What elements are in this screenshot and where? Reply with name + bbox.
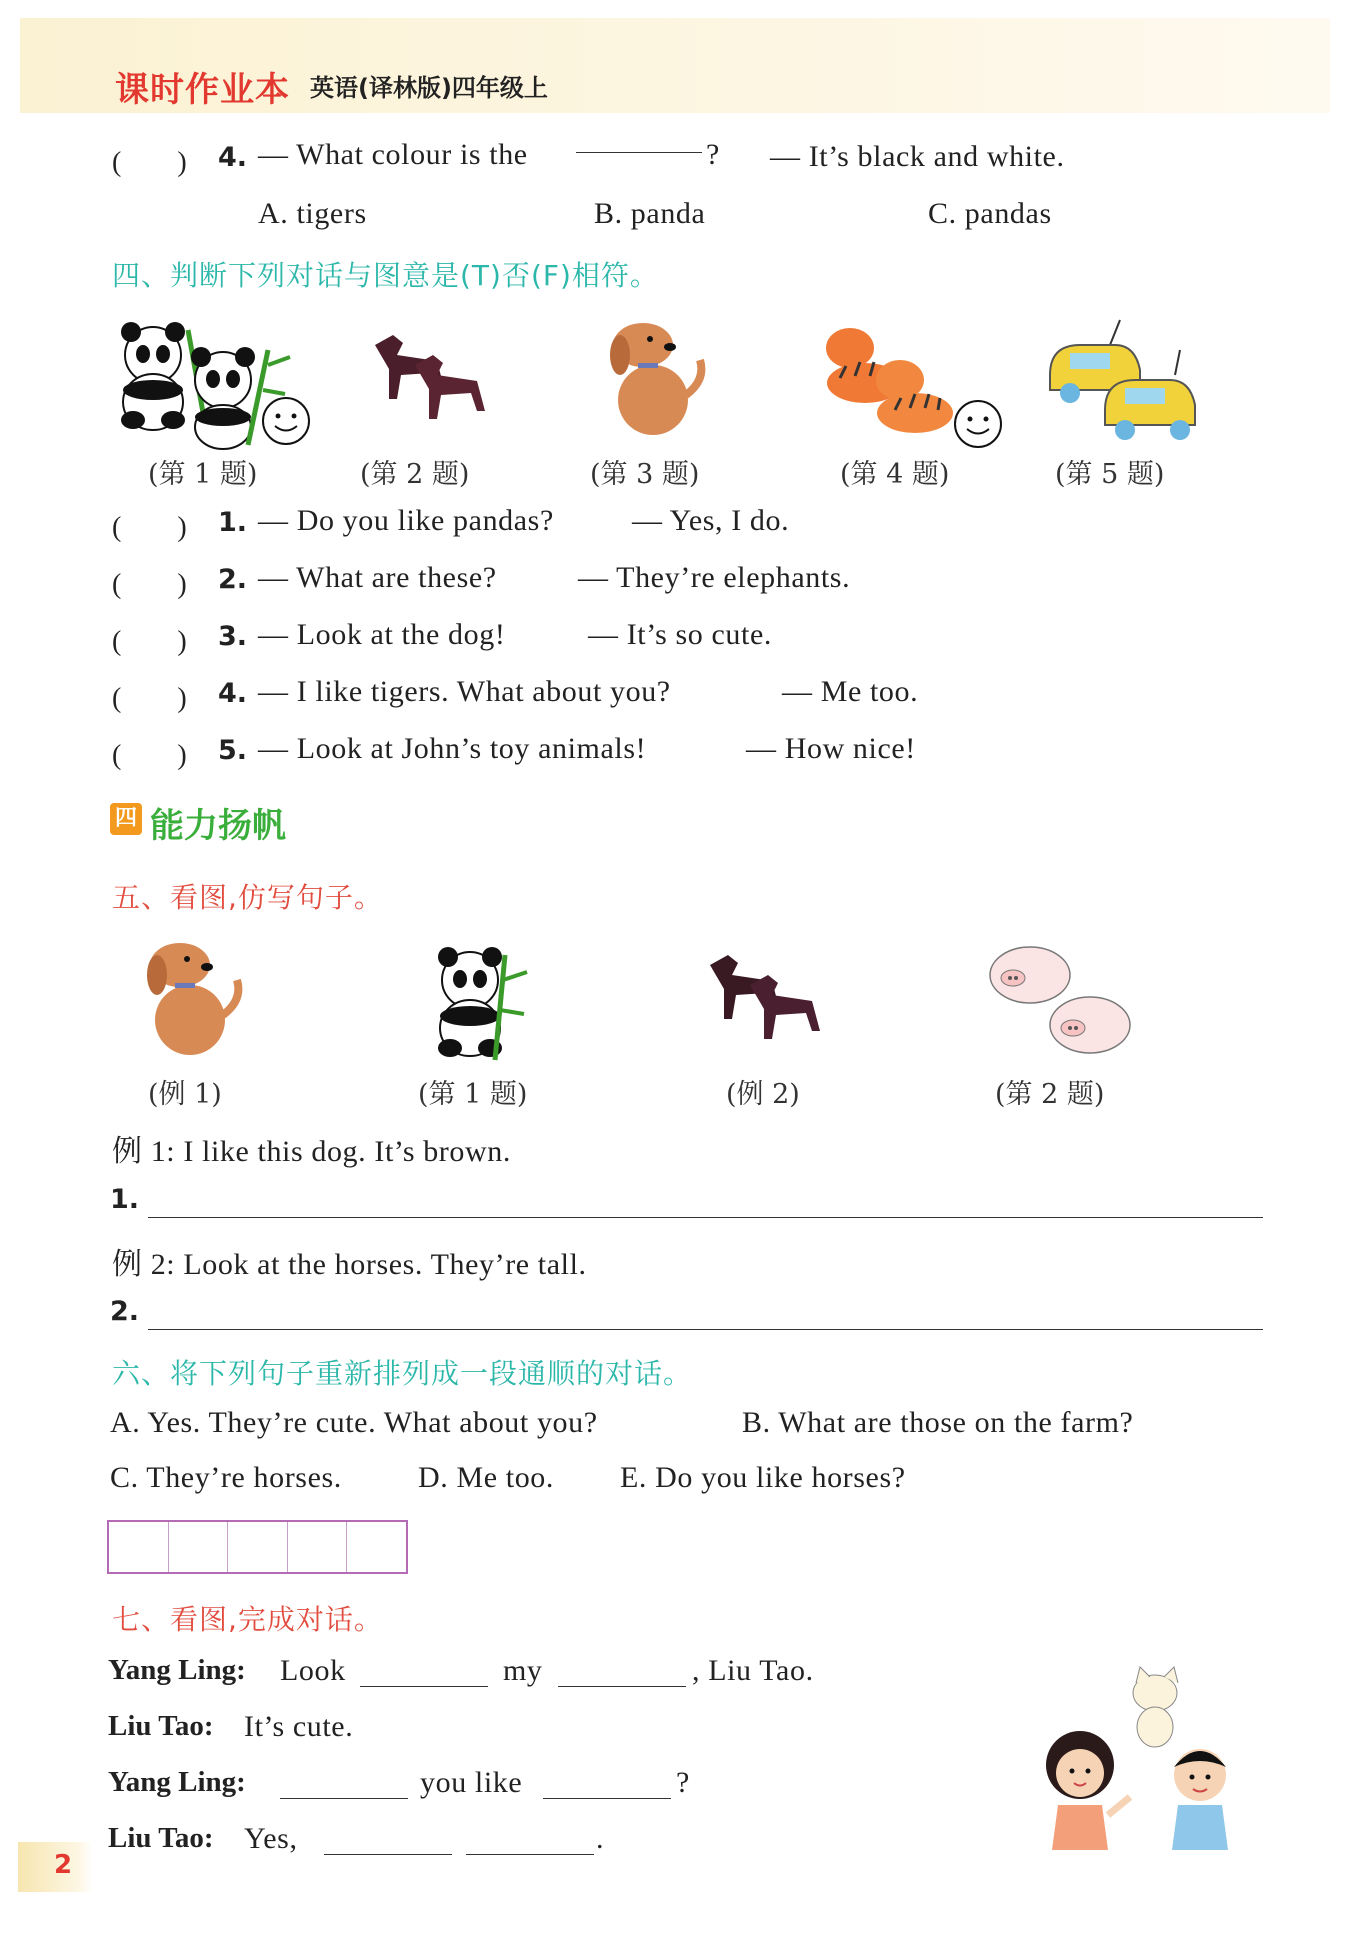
item-number: 1. <box>218 507 248 538</box>
answer-paren[interactable]: ( ) <box>112 740 187 771</box>
answer-paren[interactable]: ( ) <box>112 147 187 178</box>
caption-3: (第 3 题) <box>590 459 700 490</box>
item-question: — What are these? <box>258 561 497 594</box>
panda-1 <box>121 322 185 430</box>
dialog-text: , Liu Tao. <box>692 1654 814 1687</box>
question-mark: ? <box>706 138 720 171</box>
dialog-text: It’s cute. <box>244 1710 354 1743</box>
kids-and-cat-image <box>1030 1655 1260 1855</box>
smiley-icon <box>260 395 312 447</box>
horses-image <box>355 325 495 440</box>
answer-paren[interactable]: ( ) <box>112 512 187 543</box>
item-answer: — It’s so cute. <box>588 618 772 651</box>
example1-text: 例 1: I like this dog. It’s brown. <box>112 1135 511 1168</box>
item-question: — Look at the dog! <box>258 618 506 651</box>
question-text: — What colour is the <box>258 138 528 171</box>
dialog-text: you like <box>420 1766 523 1799</box>
answer-cell[interactable] <box>347 1522 406 1572</box>
sentence-d: D. Me too. <box>418 1461 554 1494</box>
section4-title: 四、判断下列对话与图意是(T)否(F)相符。 <box>112 259 659 292</box>
toy-cars-image <box>1040 315 1200 450</box>
pigs-image <box>985 940 1140 1065</box>
item-answer: — How nice! <box>746 732 916 765</box>
boy <box>1172 1749 1228 1850</box>
item-number: 2. <box>218 564 248 595</box>
ability-title: 能力扬帆 <box>150 806 286 846</box>
panda-image <box>425 940 545 1065</box>
speaker-yang-ling: Yang Ling: <box>108 1654 246 1686</box>
sentence-b: B. What are those on the farm? <box>742 1406 1134 1439</box>
answer-cell[interactable] <box>169 1522 229 1572</box>
item-answer: — Yes, I do. <box>632 504 790 537</box>
dog-image <box>135 935 255 1065</box>
section5-title: 五、看图,仿写句子。 <box>112 881 383 914</box>
option-b: B. panda <box>594 197 706 230</box>
tigers-image <box>810 318 960 443</box>
answer-cell[interactable] <box>228 1522 288 1572</box>
fill-blank[interactable] <box>360 1686 488 1687</box>
order-answer-boxes[interactable] <box>107 1520 408 1574</box>
item-number: 5. <box>218 735 248 766</box>
item-question: — Look at John’s toy animals! <box>258 732 647 765</box>
sentence-a: A. Yes. They’re cute. What about you? <box>110 1406 598 1439</box>
option-a: A. tigers <box>258 197 367 230</box>
option-c: C. pandas <box>928 197 1052 230</box>
page-number: 2 <box>54 1850 73 1880</box>
speaker-liu-tao: Liu Tao: <box>108 1822 214 1854</box>
caption-1: (第 1 题) <box>148 459 258 490</box>
book-subtitle: 英语(译林版)四年级上 <box>310 74 548 102</box>
fill-blank[interactable] <box>466 1854 594 1855</box>
caption-2: (第 2 题) <box>360 459 470 490</box>
fill-blank[interactable] <box>324 1854 452 1855</box>
horses-image <box>700 945 840 1060</box>
caption-5: (第 5 题) <box>1055 459 1165 490</box>
answer-line-1[interactable] <box>148 1217 1263 1218</box>
item-question: — Do you like pandas? <box>258 504 554 537</box>
answer-text: — It’s black and white. <box>770 140 1065 173</box>
example2-text: 例 2: Look at the horses. They’re tall. <box>112 1248 587 1281</box>
question-number: 4. <box>218 142 248 173</box>
item-answer: — They’re elephants. <box>578 561 851 594</box>
answer-cell[interactable] <box>109 1522 169 1572</box>
dialog-text: my <box>503 1654 543 1687</box>
dialog-text: ? <box>676 1766 690 1799</box>
caption-example1: (例 1) <box>148 1079 222 1110</box>
ability-badge: 四 <box>110 803 142 835</box>
speaker-yang-ling: Yang Ling: <box>108 1766 246 1798</box>
fill-blank[interactable] <box>576 152 702 153</box>
fill-blank[interactable] <box>543 1798 671 1799</box>
sentence-c: C. They’re horses. <box>110 1461 342 1494</box>
fill-blank[interactable] <box>280 1798 408 1799</box>
answer-cell[interactable] <box>288 1522 348 1572</box>
girl <box>1046 1731 1130 1850</box>
item-number: 4. <box>218 678 248 709</box>
answer-paren[interactable]: ( ) <box>112 683 187 714</box>
section7-title: 七、看图,完成对话。 <box>112 1603 383 1636</box>
item-answer: — Me too. <box>782 675 919 708</box>
fill-blank[interactable] <box>558 1686 686 1687</box>
sentence-e: E. Do you like horses? <box>620 1461 906 1494</box>
caption-q2: (第 2 题) <box>995 1079 1105 1110</box>
cat <box>1133 1667 1178 1747</box>
dialog-text: Look <box>280 1654 346 1687</box>
page-number-tab <box>18 1842 93 1892</box>
caption-example2: (例 2) <box>726 1079 800 1110</box>
caption-q1: (第 1 题) <box>418 1079 528 1110</box>
answer-paren[interactable]: ( ) <box>112 626 187 657</box>
dialog-text: . <box>596 1822 605 1855</box>
line2-number: 2. <box>110 1296 140 1327</box>
speaker-liu-tao: Liu Tao: <box>108 1710 214 1742</box>
answer-line-2[interactable] <box>148 1329 1263 1330</box>
answer-paren[interactable]: ( ) <box>112 569 187 600</box>
dialog-text: Yes, <box>244 1822 298 1855</box>
section6-title: 六、将下列句子重新排列成一段通顺的对话。 <box>112 1357 693 1390</box>
dog-image <box>598 315 718 445</box>
caption-4: (第 4 题) <box>840 459 950 490</box>
brand-title: 课时作业本 <box>115 70 290 110</box>
item-question: — I like tigers. What about you? <box>258 675 671 708</box>
item-number: 3. <box>218 621 248 652</box>
line1-number: 1. <box>110 1184 140 1215</box>
smiley-icon <box>952 398 1004 450</box>
